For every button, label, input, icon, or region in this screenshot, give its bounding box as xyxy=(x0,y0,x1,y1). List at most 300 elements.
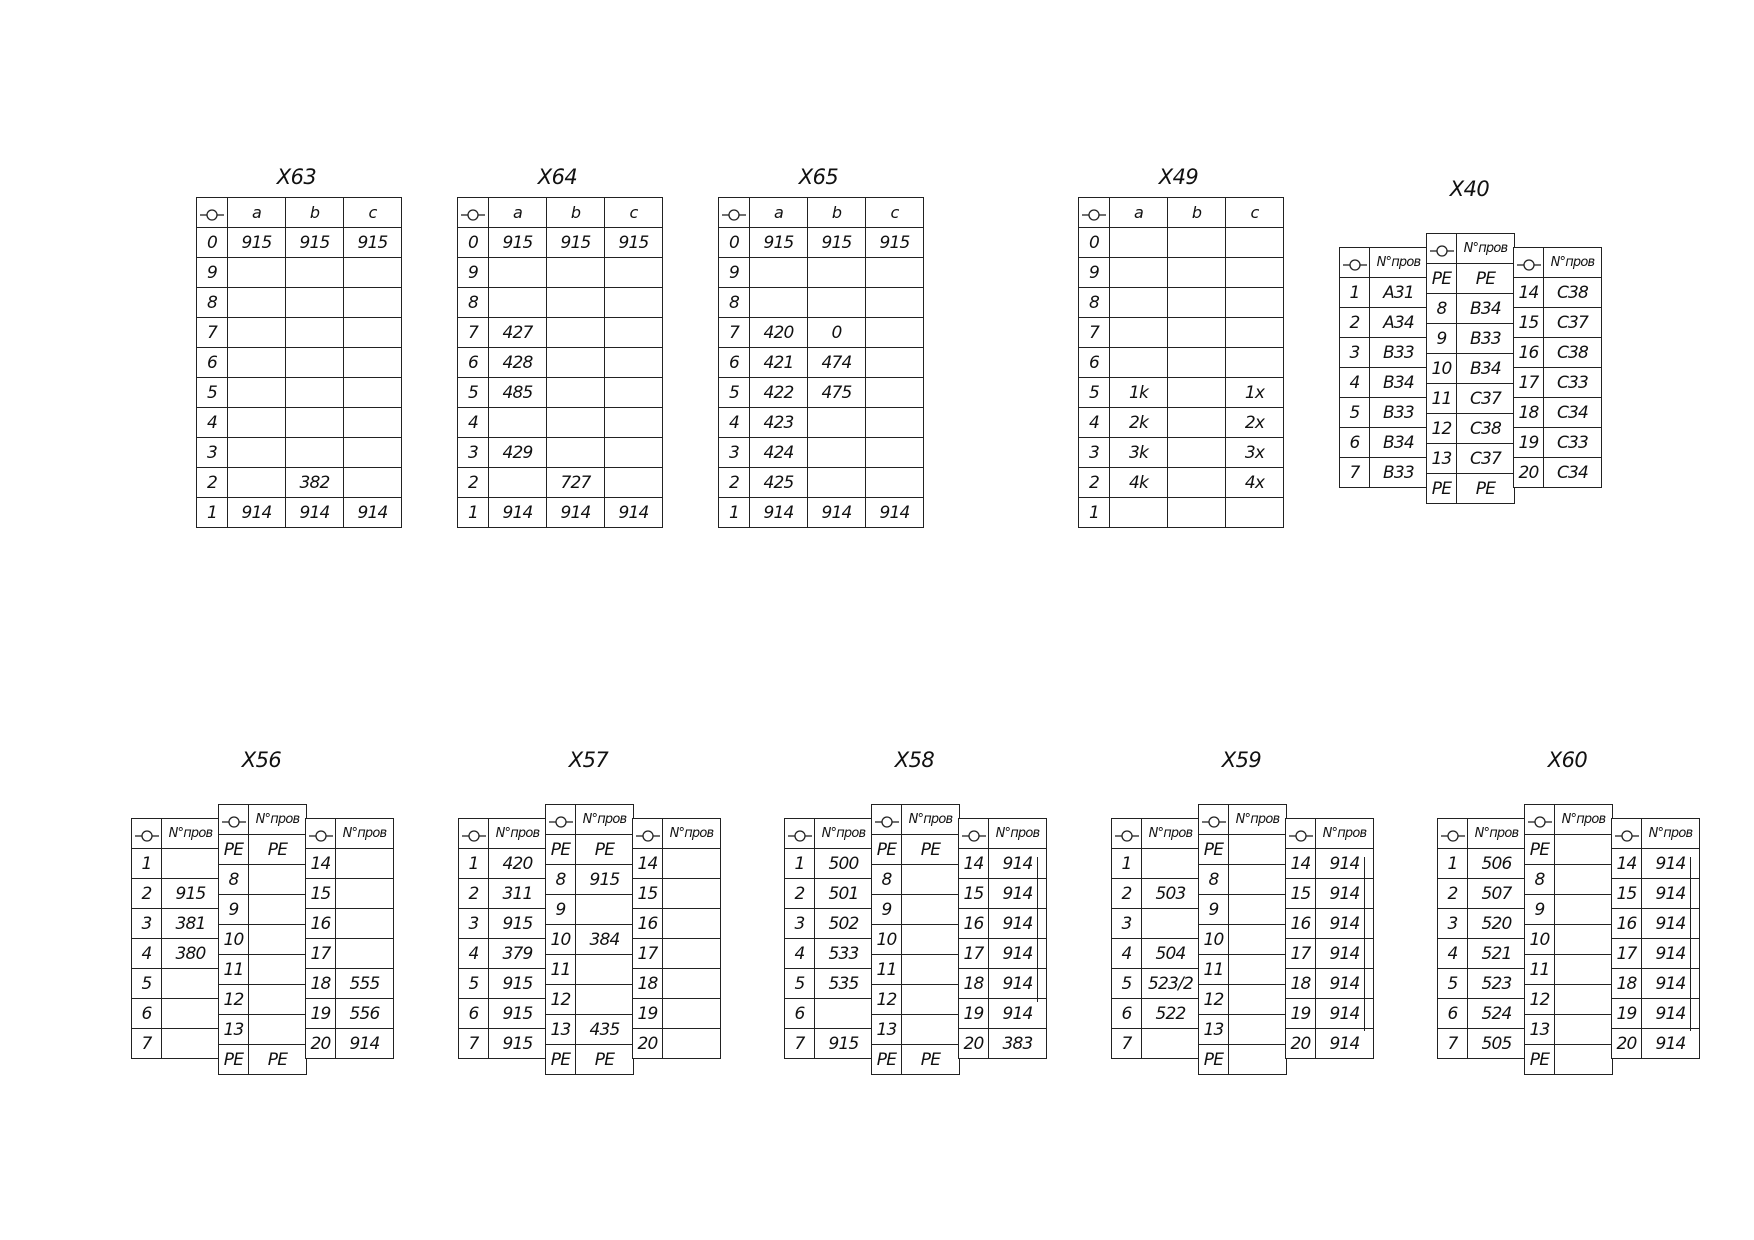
table-row xyxy=(1438,879,1526,909)
pin-number-cell: 5 xyxy=(785,969,815,999)
table-row xyxy=(1612,939,1700,969)
wire-number-cell: 507 xyxy=(1468,879,1526,909)
pin-number-cell: 20 xyxy=(633,1029,663,1059)
pin-number-cell: 1 xyxy=(1112,849,1142,879)
table-row xyxy=(785,999,873,1029)
wire-number-cell xyxy=(1142,1029,1200,1059)
wire-number-cell xyxy=(1555,835,1613,865)
wire-number-cell: 914 xyxy=(1316,939,1374,969)
table-row xyxy=(785,879,873,909)
pinout-table-x63 xyxy=(196,197,402,528)
pin-number-cell: 10 xyxy=(872,925,902,955)
wire-number-cell: C37 xyxy=(1544,308,1602,338)
table-row xyxy=(1525,985,1613,1015)
pin-number-cell: 14 xyxy=(1612,849,1642,879)
connector-title-x49: X49 xyxy=(1158,165,1199,189)
pin-number-cell: 8 xyxy=(197,288,228,318)
table-row xyxy=(1286,1029,1374,1059)
table-row xyxy=(1112,999,1200,1029)
wire-number-cell xyxy=(663,999,721,1029)
pin-number-cell: 5 xyxy=(1112,969,1142,999)
table-header-row xyxy=(459,819,547,849)
table-header-row xyxy=(132,819,220,849)
table-row xyxy=(1427,444,1515,474)
connector-title-x63: X63 xyxy=(276,165,317,189)
contact-c-cell xyxy=(344,408,402,438)
pin-number-cell: 7 xyxy=(197,318,228,348)
pin-number-cell: 19 xyxy=(306,999,336,1029)
contact-a-cell: 427 xyxy=(489,318,547,348)
wire-number-cell: PE xyxy=(902,1045,960,1075)
table-row xyxy=(1612,879,1700,909)
contact-b-cell xyxy=(547,318,605,348)
pin-number-cell: PE xyxy=(1199,1045,1229,1075)
table-row xyxy=(872,835,960,865)
wire-number-header: N°пров xyxy=(336,819,394,849)
pin-number-cell: 9 xyxy=(1199,895,1229,925)
pin-symbol-icon xyxy=(1082,207,1106,221)
wire-number-cell xyxy=(336,879,394,909)
contact-a-cell: 425 xyxy=(750,468,808,498)
table-row xyxy=(1199,865,1287,895)
pin-number-cell: 12 xyxy=(872,985,902,1015)
contact-c-cell xyxy=(344,318,402,348)
contact-b-cell xyxy=(286,318,344,348)
pin-number-cell: 11 xyxy=(219,955,249,985)
contact-b-cell xyxy=(808,438,866,468)
wire-number-cell: 311 xyxy=(489,879,547,909)
contact-c-cell xyxy=(605,438,663,468)
table-row xyxy=(1286,999,1374,1029)
table-header-row xyxy=(1514,248,1602,278)
pin-symbol-icon xyxy=(962,828,986,842)
contact-b-cell: 382 xyxy=(286,468,344,498)
wire-number-cell: C38 xyxy=(1544,278,1602,308)
contact-c-cell xyxy=(866,318,924,348)
pin-number-cell: 14 xyxy=(306,849,336,879)
wire-number-cell: 915 xyxy=(489,1029,547,1059)
table-row xyxy=(719,468,924,498)
wire-number-cell xyxy=(1229,985,1287,1015)
pin-number-cell: 15 xyxy=(306,879,336,909)
wire-number-cell xyxy=(902,925,960,955)
table-row xyxy=(1286,969,1374,999)
table-row xyxy=(1525,925,1613,955)
wire-number-cell: 500 xyxy=(815,849,873,879)
contact-b-cell xyxy=(286,438,344,468)
contact-b-cell xyxy=(1168,318,1226,348)
pin-number-cell: 11 xyxy=(1199,955,1229,985)
wire-table-x60-left xyxy=(1437,818,1526,1059)
table-row xyxy=(1340,398,1428,428)
wire-number-cell: 535 xyxy=(815,969,873,999)
contact-b-cell xyxy=(286,378,344,408)
table-row xyxy=(1079,378,1284,408)
pin-number-cell: 9 xyxy=(1427,324,1457,354)
contact-c-cell: 914 xyxy=(866,498,924,528)
pin-number-cell: 8 xyxy=(1079,288,1110,318)
table-row xyxy=(132,849,220,879)
contact-b-cell xyxy=(547,258,605,288)
wire-table-x57-middle xyxy=(545,804,634,1075)
table-row xyxy=(306,879,394,909)
table-row xyxy=(959,1029,1047,1059)
wire-number-cell: 522 xyxy=(1142,999,1200,1029)
wire-table-x57-left xyxy=(458,818,547,1059)
contact-a-cell: 428 xyxy=(489,348,547,378)
wire-number-cell: B33 xyxy=(1457,324,1515,354)
pin-number-cell: 12 xyxy=(1199,985,1229,1015)
column-header-c: c xyxy=(1226,198,1284,228)
wire-table-x58-middle xyxy=(871,804,960,1075)
contact-a-cell: 914 xyxy=(750,498,808,528)
pin-number-cell: 18 xyxy=(1612,969,1642,999)
table-row xyxy=(459,999,547,1029)
contact-c-cell xyxy=(866,378,924,408)
contact-a-cell xyxy=(1110,228,1168,258)
table-row xyxy=(1199,925,1287,955)
pin-number-cell: 6 xyxy=(459,999,489,1029)
contact-b-cell xyxy=(1168,348,1226,378)
table-header-row xyxy=(1427,234,1515,264)
table-row xyxy=(959,909,1047,939)
pin-number-cell: 3 xyxy=(719,438,750,468)
wire-number-cell: 914 xyxy=(1316,999,1374,1029)
wire-number-cell xyxy=(902,1015,960,1045)
table-row xyxy=(132,939,220,969)
wire-table-x40-right xyxy=(1513,247,1602,488)
wire-number-cell: 524 xyxy=(1468,999,1526,1029)
pin-number-cell: 2 xyxy=(719,468,750,498)
pin-header-cell xyxy=(546,805,576,835)
table-row xyxy=(459,909,547,939)
wire-number-cell xyxy=(249,1015,307,1045)
contact-b-cell xyxy=(808,288,866,318)
table-row xyxy=(459,1029,547,1059)
pin-number-cell: 8 xyxy=(546,865,576,895)
pin-number-cell: 20 xyxy=(1286,1029,1316,1059)
pin-number-cell: 6 xyxy=(1340,428,1370,458)
contact-a-cell: 915 xyxy=(228,228,286,258)
contact-a-cell xyxy=(489,258,547,288)
pin-number-cell: 13 xyxy=(1525,1015,1555,1045)
connector-title-x60: X60 xyxy=(1547,748,1588,772)
wire-number-cell: PE xyxy=(249,1045,307,1075)
pin-number-cell: 4 xyxy=(1079,408,1110,438)
table-row xyxy=(785,939,873,969)
pin-header-cell xyxy=(459,819,489,849)
wire-number-cell xyxy=(663,909,721,939)
contact-c-cell xyxy=(605,378,663,408)
wire-number-cell xyxy=(663,969,721,999)
table-row xyxy=(719,438,924,468)
contact-b-cell xyxy=(1168,468,1226,498)
table-row xyxy=(959,879,1047,909)
wire-number-cell xyxy=(1555,1045,1613,1075)
wire-number-cell: 914 xyxy=(989,969,1047,999)
pin-number-cell: 18 xyxy=(1286,969,1316,999)
wire-number-cell xyxy=(1229,865,1287,895)
contact-a-cell xyxy=(228,348,286,378)
table-row xyxy=(719,348,924,378)
table-row xyxy=(1427,294,1515,324)
wire-number-cell xyxy=(162,1029,220,1059)
contact-a-cell xyxy=(1110,318,1168,348)
contact-b-cell xyxy=(808,408,866,438)
table-row xyxy=(219,1015,307,1045)
pin-number-cell: 16 xyxy=(959,909,989,939)
table-row xyxy=(1079,468,1284,498)
table-row xyxy=(785,969,873,999)
contact-c-cell xyxy=(866,288,924,318)
pin-number-cell: 18 xyxy=(306,969,336,999)
pin-number-cell: 8 xyxy=(719,288,750,318)
table-row xyxy=(1514,428,1602,458)
table-header-row xyxy=(872,805,960,835)
wire-number-cell: 915 xyxy=(489,969,547,999)
pin-number-cell: 14 xyxy=(959,849,989,879)
contact-a-cell xyxy=(228,408,286,438)
wire-number-cell xyxy=(663,879,721,909)
connector-title-x64: X64 xyxy=(537,165,578,189)
table-row xyxy=(1525,1015,1613,1045)
pin-number-cell: 20 xyxy=(306,1029,336,1059)
contact-a-cell xyxy=(489,288,547,318)
pin-number-cell: 16 xyxy=(1514,338,1544,368)
pin-number-cell: 15 xyxy=(633,879,663,909)
table-row xyxy=(197,498,402,528)
contact-c-cell xyxy=(344,378,402,408)
wire-number-cell xyxy=(663,1029,721,1059)
pin-number-cell: 17 xyxy=(306,939,336,969)
contact-a-cell xyxy=(228,258,286,288)
wire-number-cell: 523/2 xyxy=(1142,969,1200,999)
contact-b-cell xyxy=(1168,228,1226,258)
wire-number-cell: C37 xyxy=(1457,444,1515,474)
wire-number-cell xyxy=(162,999,220,1029)
pin-number-cell: 1 xyxy=(459,849,489,879)
wire-number-header: N°пров xyxy=(1370,248,1428,278)
pin-header-cell xyxy=(219,805,249,835)
wire-number-cell: 379 xyxy=(489,939,547,969)
wire-number-header: N°пров xyxy=(1316,819,1374,849)
wire-number-cell: B33 xyxy=(1370,458,1428,488)
wire-number-cell: 915 xyxy=(489,999,547,1029)
pin-number-cell: 3 xyxy=(785,909,815,939)
connector-title-x57: X57 xyxy=(568,748,609,772)
wire-number-cell xyxy=(1229,955,1287,985)
pin-number-cell: 10 xyxy=(546,925,576,955)
table-row xyxy=(1525,955,1613,985)
pin-number-cell: 1 xyxy=(719,498,750,528)
contact-c-cell xyxy=(1226,228,1284,258)
contact-c-cell xyxy=(605,288,663,318)
table-row xyxy=(1340,278,1428,308)
table-row xyxy=(1427,354,1515,384)
wire-number-cell: B34 xyxy=(1457,354,1515,384)
pin-number-cell: 8 xyxy=(458,288,489,318)
pin-number-cell: 11 xyxy=(546,955,576,985)
wire-number-cell: PE xyxy=(249,835,307,865)
pin-number-cell: 4 xyxy=(459,939,489,969)
contact-c-cell xyxy=(866,408,924,438)
pin-number-cell: 13 xyxy=(1199,1015,1229,1045)
pin-number-cell: 9 xyxy=(197,258,228,288)
table-row xyxy=(132,969,220,999)
pin-number-cell: 0 xyxy=(458,228,489,258)
pin-number-cell: PE xyxy=(1427,474,1457,504)
wire-number-cell xyxy=(336,849,394,879)
contact-c-cell xyxy=(605,468,663,498)
pin-number-cell: 7 xyxy=(1112,1029,1142,1059)
table-row xyxy=(959,999,1047,1029)
table-header-row xyxy=(785,819,873,849)
pin-number-cell: 16 xyxy=(1612,909,1642,939)
table-row xyxy=(719,318,924,348)
pin-number-cell: 13 xyxy=(219,1015,249,1045)
table-header-row xyxy=(1112,819,1200,849)
wire-number-cell xyxy=(1229,925,1287,955)
table-row xyxy=(872,1015,960,1045)
table-row xyxy=(458,468,663,498)
wire-table-x40-left xyxy=(1339,247,1428,488)
table-row xyxy=(1612,969,1700,999)
pin-number-cell: 10 xyxy=(1525,925,1555,955)
contact-a-cell: 420 xyxy=(750,318,808,348)
pin-number-cell: 6 xyxy=(1438,999,1468,1029)
pin-number-cell: 11 xyxy=(1427,384,1457,414)
connector-title-x40: X40 xyxy=(1449,177,1490,201)
pin-number-cell: 15 xyxy=(959,879,989,909)
wire-number-cell: 502 xyxy=(815,909,873,939)
pin-number-cell: 9 xyxy=(546,895,576,925)
pin-number-cell: 7 xyxy=(459,1029,489,1059)
table-row xyxy=(1286,849,1374,879)
pin-number-cell: 5 xyxy=(197,378,228,408)
pin-number-cell: 1 xyxy=(785,849,815,879)
table-row xyxy=(132,1029,220,1059)
wire-table-x58-left xyxy=(784,818,873,1059)
wire-number-cell: C38 xyxy=(1544,338,1602,368)
contact-c-cell: 2x xyxy=(1226,408,1284,438)
wire-table-x59-right xyxy=(1285,818,1374,1059)
table-row xyxy=(1112,1029,1200,1059)
pin-number-cell: 4 xyxy=(132,939,162,969)
wire-number-cell: 914 xyxy=(1642,849,1700,879)
pin-number-cell: PE xyxy=(1525,835,1555,865)
table-row xyxy=(458,498,663,528)
wire-number-cell xyxy=(663,939,721,969)
table-row xyxy=(1525,835,1613,865)
table-row xyxy=(872,1045,960,1075)
contact-a-cell: 3k xyxy=(1110,438,1168,468)
pin-number-cell: 3 xyxy=(1340,338,1370,368)
wire-number-cell: PE xyxy=(576,835,634,865)
table-row xyxy=(458,438,663,468)
wire-number-cell: 914 xyxy=(1316,1029,1374,1059)
wire-table-x60-right xyxy=(1611,818,1700,1059)
pin-number-cell: PE xyxy=(1199,835,1229,865)
pin-header-cell xyxy=(132,819,162,849)
contact-a-cell: 485 xyxy=(489,378,547,408)
pin-number-cell: PE xyxy=(546,1045,576,1075)
wire-number-cell: 914 xyxy=(989,849,1047,879)
table-row xyxy=(1340,428,1428,458)
wire-number-cell xyxy=(162,849,220,879)
wire-number-cell: 521 xyxy=(1468,939,1526,969)
pin-number-cell: 7 xyxy=(1340,458,1370,488)
column-header-b: b xyxy=(1168,198,1226,228)
pin-number-cell: 12 xyxy=(1525,985,1555,1015)
wire-number-cell: 380 xyxy=(162,939,220,969)
connector-title-x58: X58 xyxy=(894,748,935,772)
wire-number-header: N°пров xyxy=(815,819,873,849)
wire-number-cell xyxy=(902,985,960,1015)
table-row xyxy=(1286,879,1374,909)
table-header-row xyxy=(1525,805,1613,835)
pin-number-cell: 4 xyxy=(1112,939,1142,969)
contact-a-cell: 429 xyxy=(489,438,547,468)
wire-number-cell: 503 xyxy=(1142,879,1200,909)
table-row xyxy=(458,288,663,318)
table-row xyxy=(872,985,960,1015)
contact-c-cell xyxy=(866,468,924,498)
table-row xyxy=(1340,368,1428,398)
pin-number-cell: 1 xyxy=(1340,278,1370,308)
contact-b-cell xyxy=(1168,438,1226,468)
contact-a-cell xyxy=(750,288,808,318)
table-row xyxy=(546,955,634,985)
pin-number-cell: 8 xyxy=(1199,865,1229,895)
pin-number-cell: 17 xyxy=(1514,368,1544,398)
wire-number-cell: 501 xyxy=(815,879,873,909)
wire-number-cell: B34 xyxy=(1457,294,1515,324)
pin-number-cell: 4 xyxy=(197,408,228,438)
pin-symbol-icon xyxy=(309,828,333,842)
pin-number-cell: 6 xyxy=(719,348,750,378)
pin-symbol-icon xyxy=(1430,243,1454,257)
wire-number-cell: B34 xyxy=(1370,428,1428,458)
contact-a-cell: 915 xyxy=(750,228,808,258)
pin-number-cell: 9 xyxy=(719,258,750,288)
pin-number-cell: 18 xyxy=(1514,398,1544,428)
wire-number-cell: C34 xyxy=(1544,398,1602,428)
table-header-row xyxy=(219,805,307,835)
wire-number-cell xyxy=(249,985,307,1015)
wire-number-cell: C33 xyxy=(1544,428,1602,458)
contact-c-cell: 914 xyxy=(605,498,663,528)
pin-number-cell: 18 xyxy=(959,969,989,999)
table-row xyxy=(1427,384,1515,414)
contact-a-cell xyxy=(750,258,808,288)
table-row xyxy=(959,849,1047,879)
table-row xyxy=(219,955,307,985)
table-row xyxy=(633,1029,721,1059)
pin-number-cell: 5 xyxy=(459,969,489,999)
pin-header-cell xyxy=(1525,805,1555,835)
table-header-row xyxy=(306,819,394,849)
wire-number-header: N°пров xyxy=(1544,248,1602,278)
contact-a-cell: 423 xyxy=(750,408,808,438)
table-header-row xyxy=(197,198,402,228)
table-header-row xyxy=(458,198,663,228)
contact-c-cell xyxy=(866,438,924,468)
wire-number-cell xyxy=(249,955,307,985)
wire-number-cell: 384 xyxy=(576,925,634,955)
pin-symbol-icon xyxy=(549,814,573,828)
contact-c-cell: 914 xyxy=(344,498,402,528)
wire-number-header: N°пров xyxy=(1468,819,1526,849)
